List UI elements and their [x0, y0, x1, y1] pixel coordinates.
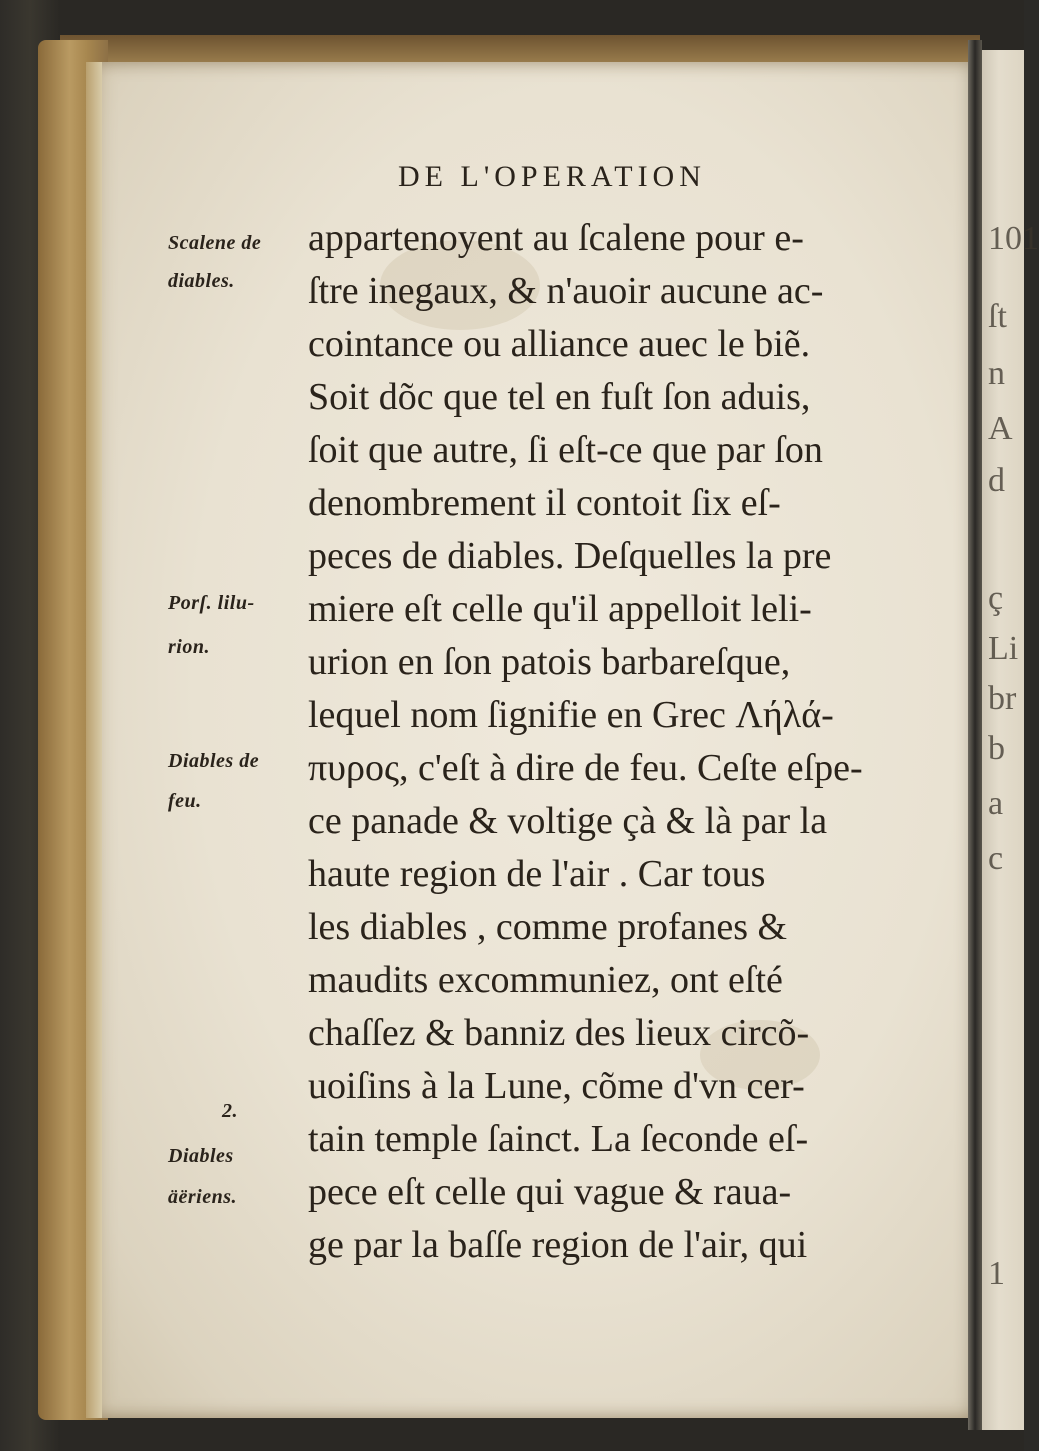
- text-line: lequel nom ſignifie en Grec Λήλά-: [308, 694, 834, 736]
- book-cover-top-edge: [60, 35, 980, 65]
- facing-fragment: 1: [988, 1255, 1005, 1292]
- text-line: miere eſt celle qu'il appelloit leli-: [308, 588, 812, 630]
- marginal-note: diables.: [168, 270, 235, 292]
- marginal-note: äëriens.: [168, 1186, 237, 1208]
- facing-page: [982, 50, 1039, 1430]
- marginal-note: Scalene de: [168, 232, 262, 254]
- book-gutter: [968, 40, 982, 1430]
- text-line: tain temple ſainct. La ſeconde eſ-: [308, 1118, 809, 1160]
- facing-fragment: ſt: [988, 298, 1007, 335]
- text-line: πυρος, c'eſt à dire de feu. Ceſte eſpe-: [308, 747, 863, 789]
- text-line: peces de diables. Deſquelles la pre: [308, 535, 832, 577]
- marginal-note: Diables: [168, 1145, 234, 1167]
- facing-fragment: c: [988, 840, 1004, 877]
- text-line: chaſſez & banniz des lieux circõ-: [308, 1012, 810, 1054]
- marginal-note: 2.: [222, 1100, 238, 1122]
- text-line: denombrement il contoit ſix eſ-: [308, 482, 781, 524]
- text-line: uoiſins à la Lune, cõme d'vn cer-: [308, 1065, 805, 1107]
- facing-fragment: 101: [988, 220, 1039, 257]
- marginal-note: Porſ. lilu-: [168, 592, 255, 614]
- facing-fragment: n: [988, 355, 1005, 392]
- page-left-edge: [86, 62, 102, 1418]
- text-line: cointance ou alliance auec le biẽ.: [308, 323, 811, 365]
- text-line: pece eſt celle qui vague & raua-: [308, 1171, 792, 1213]
- facing-fragment: Li: [988, 630, 1019, 667]
- facing-fragment: ç: [988, 580, 1004, 617]
- facing-fragment: A: [988, 410, 1013, 447]
- text-line: ge par la baſſe region de l'air, qui: [308, 1224, 808, 1266]
- facing-fragment: a: [988, 785, 1004, 822]
- text-line: ſtre inegaux, & n'auoir aucune ac-: [308, 270, 824, 312]
- text-line: urion en ſon patois barbareſque,: [308, 641, 791, 683]
- text-line: ce panade & voltige çà & là par la: [308, 800, 828, 842]
- text-line: Soit dõc que tel en fuſt ſon aduis,: [308, 376, 811, 418]
- marginal-note: rion.: [168, 636, 210, 658]
- facing-fragment: b: [988, 730, 1005, 767]
- marginal-note: Diables de: [168, 750, 260, 772]
- text-line: maudits excommuniez, ont eſté: [308, 959, 783, 1001]
- text-line: haute region de l'air . Car tous: [308, 853, 766, 895]
- text-line: appartenoyent au ſcalene pour e-: [308, 217, 804, 259]
- facing-fragment: d: [988, 462, 1005, 499]
- facing-fragment: br: [988, 680, 1017, 717]
- text-line: ſoit que autre, ſi eſt-ce que par ſon: [308, 429, 823, 471]
- running-head: DE L'OPERATION: [398, 160, 706, 193]
- marginal-note: feu.: [168, 790, 202, 812]
- text-line: les diables , comme profanes &: [308, 906, 788, 948]
